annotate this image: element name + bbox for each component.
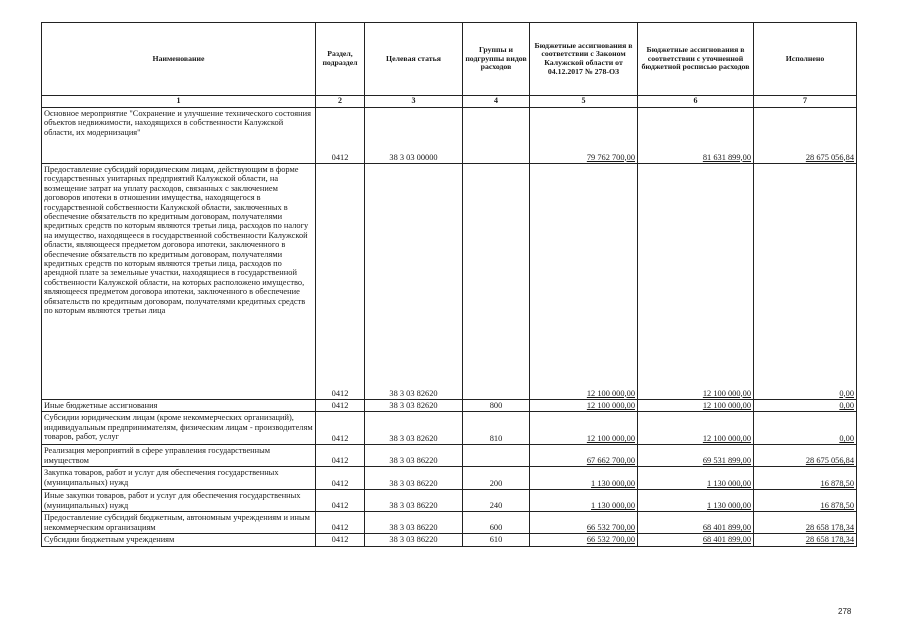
header-name: Наименование — [42, 23, 316, 96]
row-name: Иные закупки товаров, работ и услуг для обеспечения государственных (муниципальных) нужд — [42, 490, 316, 512]
row-target: 38 3 03 82620 — [365, 412, 463, 445]
row-target: 38 3 03 00000 — [365, 108, 463, 164]
row-budget-refined-value: 12 100 000,00 — [702, 401, 751, 410]
row-budget-refined-value: 68 401 899,00 — [702, 535, 751, 545]
row-section: 0412 — [316, 534, 365, 546]
row-executed — [754, 164, 857, 400]
row-name: Субсидии юридическим лицам (кроме некоммерческих организаций), индивидуальным предпринимателям, физическим лицам - производителям товаров, работ, услуг — [42, 412, 316, 445]
table-row — [42, 534, 857, 546]
row-budget-refined — [638, 164, 754, 400]
row-section: 0412 — [316, 108, 365, 164]
row-budget-refined-value: 1 130 000,00 — [707, 479, 751, 488]
row-section: 0412 — [316, 164, 365, 400]
column-number: 4 — [463, 96, 530, 108]
header-row — [42, 23, 857, 96]
header-budget-law: Бюджетные ассигнования в соответствии с Законом Калужской области от 04.12.2017 № 278-ОЗ — [530, 23, 638, 96]
column-number-row — [42, 96, 857, 108]
row-executed — [754, 412, 857, 445]
table-row — [42, 490, 857, 512]
row-target: 38 3 03 86220 — [365, 534, 463, 546]
row-executed-value: 16 878,50 — [820, 501, 854, 510]
row-budget-law-value: 67 662 700,00 — [586, 456, 635, 465]
row-section: 0412 — [316, 467, 365, 490]
row-budget-law-value: 12 100 000,00 — [586, 401, 635, 410]
row-target: 38 3 03 82620 — [365, 400, 463, 412]
header-executed: Исполнено — [754, 23, 857, 96]
row-section: 0412 — [316, 412, 365, 445]
row-name: Иные бюджетные ассигнования — [42, 400, 316, 412]
row-group: 800 — [463, 400, 530, 412]
column-number: 2 — [316, 96, 365, 108]
row-budget-law-value: 12 100 000,00 — [586, 388, 635, 398]
row-budget-law — [530, 534, 638, 546]
row-executed — [754, 108, 857, 164]
row-budget-refined — [638, 467, 754, 490]
row-name: Субсидии бюджетным учреждениям — [42, 534, 316, 546]
row-budget-law-value: 66 532 700,00 — [586, 523, 635, 532]
row-budget-refined — [638, 108, 754, 164]
row-budget-law-value: 12 100 000,00 — [586, 434, 635, 443]
header-budget-refined: Бюджетные ассигнования в соответствии с уточненной бюджетной росписью расходов — [638, 23, 754, 96]
row-group — [463, 445, 530, 467]
header-section: Раздел, подраздел — [316, 23, 365, 96]
row-budget-refined — [638, 534, 754, 546]
row-group — [463, 108, 530, 164]
row-section: 0412 — [316, 512, 365, 534]
column-number: 1 — [42, 96, 316, 108]
row-group: 240 — [463, 490, 530, 512]
row-executed-value: 28 658 178,34 — [805, 535, 854, 545]
row-name: Основное мероприятие "Сохранение и улучшение технического состояния объектов недвижимости, находящихся в собственности Калужской области, их модернизация" — [42, 108, 316, 164]
row-budget-refined — [638, 445, 754, 467]
row-executed — [754, 490, 857, 512]
row-executed-value: 0,00 — [839, 434, 854, 443]
row-group: 600 — [463, 512, 530, 534]
row-budget-law — [530, 164, 638, 400]
row-section: 0412 — [316, 490, 365, 512]
row-target: 38 3 03 86220 — [365, 490, 463, 512]
column-number: 7 — [754, 96, 857, 108]
row-executed-value: 0,00 — [839, 388, 854, 398]
table-body — [42, 108, 857, 547]
row-executed-value: 28 675 056,84 — [805, 456, 854, 465]
row-target: 38 3 03 86220 — [365, 512, 463, 534]
row-target: 38 3 03 82620 — [365, 164, 463, 400]
row-target: 38 3 03 86220 — [365, 467, 463, 490]
row-executed-value: 28 658 178,34 — [805, 523, 854, 532]
row-executed — [754, 445, 857, 467]
table-row — [42, 445, 857, 467]
table-row — [42, 467, 857, 490]
table-row — [42, 400, 857, 412]
budget-table — [41, 22, 857, 547]
row-group — [463, 164, 530, 400]
column-number: 6 — [638, 96, 754, 108]
row-budget-law — [530, 108, 638, 164]
row-section: 0412 — [316, 400, 365, 412]
table-row — [42, 512, 857, 534]
row-budget-law-value: 1 130 000,00 — [591, 479, 635, 488]
row-budget-law — [530, 467, 638, 490]
row-budget-refined-value: 68 401 899,00 — [702, 523, 751, 532]
row-budget-law — [530, 400, 638, 412]
header-target: Целевая статья — [365, 23, 463, 96]
row-name: Предоставление субсидий бюджетным, автономным учреждениям и иным некоммерческим организациям — [42, 512, 316, 534]
row-group: 200 — [463, 467, 530, 490]
row-executed — [754, 467, 857, 490]
row-name: Предоставление субсидий юридическим лицам, действующим в форме государственных унитарных предприятий Калужской области, на возмещение затрат на уплату расходов, связанных с заключением договоров ипотеки в отношении имущества, находящегося в государственной собственности Калужской области, заключенных в обеспечение обязательств по кредитным договорам, получателями кредитных средств по которым являются третьи лица, расходов по налогу на имущество, находящееся в государственной собственности Калужской области, являющееся предметом договора ипотеки, заключенного в обеспечение обязательств по кредитным договорам, получателями кредитных средств по которым являются третьи лица, расходов по арендной плате за земельные участки, находящиеся в государственной собственности Калужской области, на которых расположено имущество, являющееся предметом договора ипотеки, заключенного в обеспечение обязательств по кредитным договорам, получателями кредитных средств по которым являются третьи лица — [42, 164, 316, 400]
row-budget-refined — [638, 512, 754, 534]
row-budget-refined-value: 81 631 899,00 — [702, 152, 751, 162]
column-number: 5 — [530, 96, 638, 108]
header-group: Группы и подгруппы видов расходов — [463, 23, 530, 96]
row-name: Реализация мероприятий в сфере управления государственным имуществом — [42, 445, 316, 467]
row-budget-refined — [638, 412, 754, 445]
page-number: 278 — [838, 607, 852, 616]
row-budget-refined-value: 12 100 000,00 — [702, 388, 751, 398]
row-budget-law-value: 66 532 700,00 — [586, 535, 635, 545]
row-budget-refined — [638, 490, 754, 512]
row-budget-refined — [638, 400, 754, 412]
row-budget-law-value: 79 762 700,00 — [586, 152, 635, 162]
row-target: 38 3 03 86220 — [365, 445, 463, 467]
row-executed-value: 0,00 — [839, 401, 854, 410]
row-executed — [754, 400, 857, 412]
row-group: 810 — [463, 412, 530, 445]
table-row — [42, 412, 857, 445]
table-row — [42, 108, 857, 164]
row-budget-refined-value: 69 531 899,00 — [702, 456, 751, 465]
row-executed — [754, 534, 857, 546]
column-number: 3 — [365, 96, 463, 108]
row-executed-value: 28 675 056,84 — [805, 152, 854, 162]
row-executed — [754, 512, 857, 534]
row-executed-value: 16 878,50 — [820, 479, 854, 488]
row-budget-law — [530, 512, 638, 534]
row-budget-law — [530, 412, 638, 445]
row-budget-refined-value: 1 130 000,00 — [707, 501, 751, 510]
row-section: 0412 — [316, 445, 365, 467]
row-budget-law-value: 1 130 000,00 — [591, 501, 635, 510]
row-name: Закупка товаров, работ и услуг для обеспечения государственных (муниципальных) нужд — [42, 467, 316, 490]
row-budget-refined-value: 12 100 000,00 — [702, 434, 751, 443]
row-budget-law — [530, 445, 638, 467]
table-row — [42, 164, 857, 400]
row-group: 610 — [463, 534, 530, 546]
row-budget-law — [530, 490, 638, 512]
